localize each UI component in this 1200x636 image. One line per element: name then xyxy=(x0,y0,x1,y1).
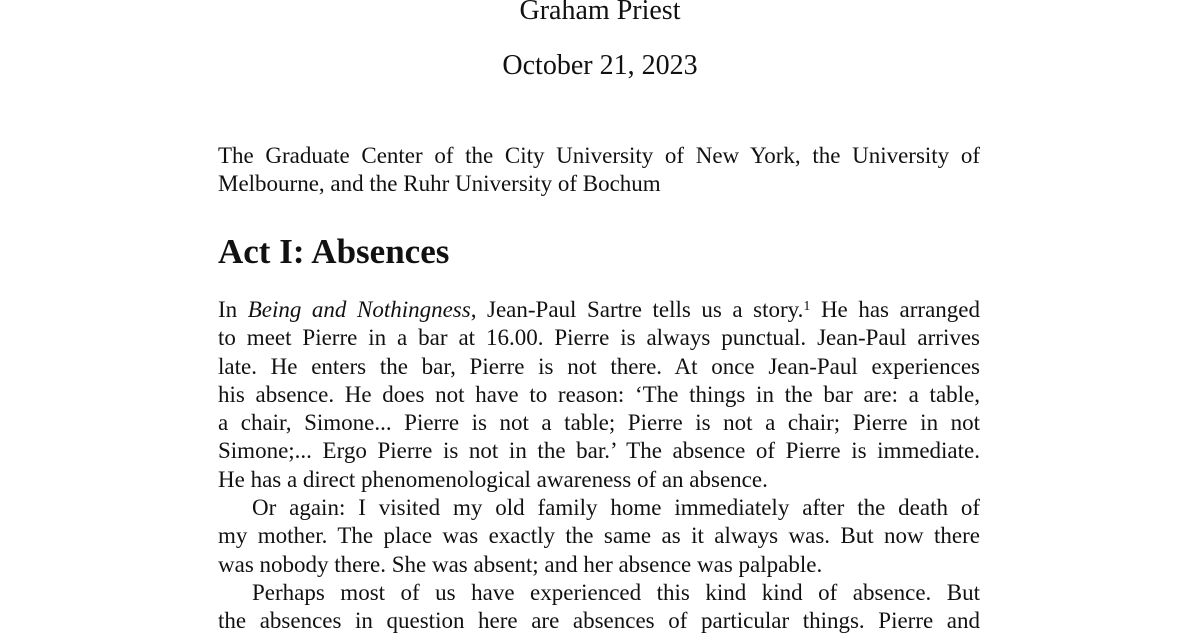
text: In xyxy=(218,297,248,322)
body-text xyxy=(218,296,980,636)
paragraph-line: Perhaps most of us have experienced this kind kind of absence. But xyxy=(252,579,980,605)
affiliation xyxy=(218,142,980,199)
footnote-marker[interactable]: 1 xyxy=(803,299,811,314)
author-name: Graham Priest xyxy=(519,0,681,26)
paragraph-line: Simone;... Ergo Pierre is not in the bar.’ The absence of Pierre is immediate. xyxy=(218,438,980,464)
paragraph-line: my mother. The place was exactly the same as it always was. But now there xyxy=(218,523,980,549)
text: , Jean-Paul Sartre tells us a story. xyxy=(470,297,804,322)
paragraph-line: Or again: I visited my old family home immediately after the death of xyxy=(252,495,980,521)
document-date: October 21, 2023 xyxy=(502,50,698,81)
text: He has arranged xyxy=(810,297,980,322)
paragraph-line: was nobody there. She was absent; and her absence was palpable. xyxy=(218,551,823,577)
section-heading: Act I: Absences xyxy=(218,232,450,271)
paragraph-line: a chair, Simone... Pierre is not a table; Pierre is not a chair; Pierre in not xyxy=(218,410,980,436)
paragraph-line: to meet Pierre in a bar at 16.00. Pierre is always punctual. Jean-Paul arrives xyxy=(218,325,980,351)
paragraph-line: He has a direct phenomenological awareness of an absence. xyxy=(218,466,768,492)
paragraph-line: the absences in question here are absences of particular things. Pierre and xyxy=(218,608,980,634)
paragraph-line: his absence. He does not have to reason: ‘The things in the bar are: a table, xyxy=(218,381,980,407)
affiliation-line: The Graduate Center of the City University of New York, the University of xyxy=(218,143,980,168)
book-title: Being and Nothingness xyxy=(247,297,471,322)
paragraph-line xyxy=(218,296,980,324)
affiliation-line: Melbourne, and the Ruhr University of Bochum xyxy=(218,171,661,197)
paragraph-line: late. He enters the bar, Pierre is not there. At once Jean-Paul experiences xyxy=(218,353,980,379)
